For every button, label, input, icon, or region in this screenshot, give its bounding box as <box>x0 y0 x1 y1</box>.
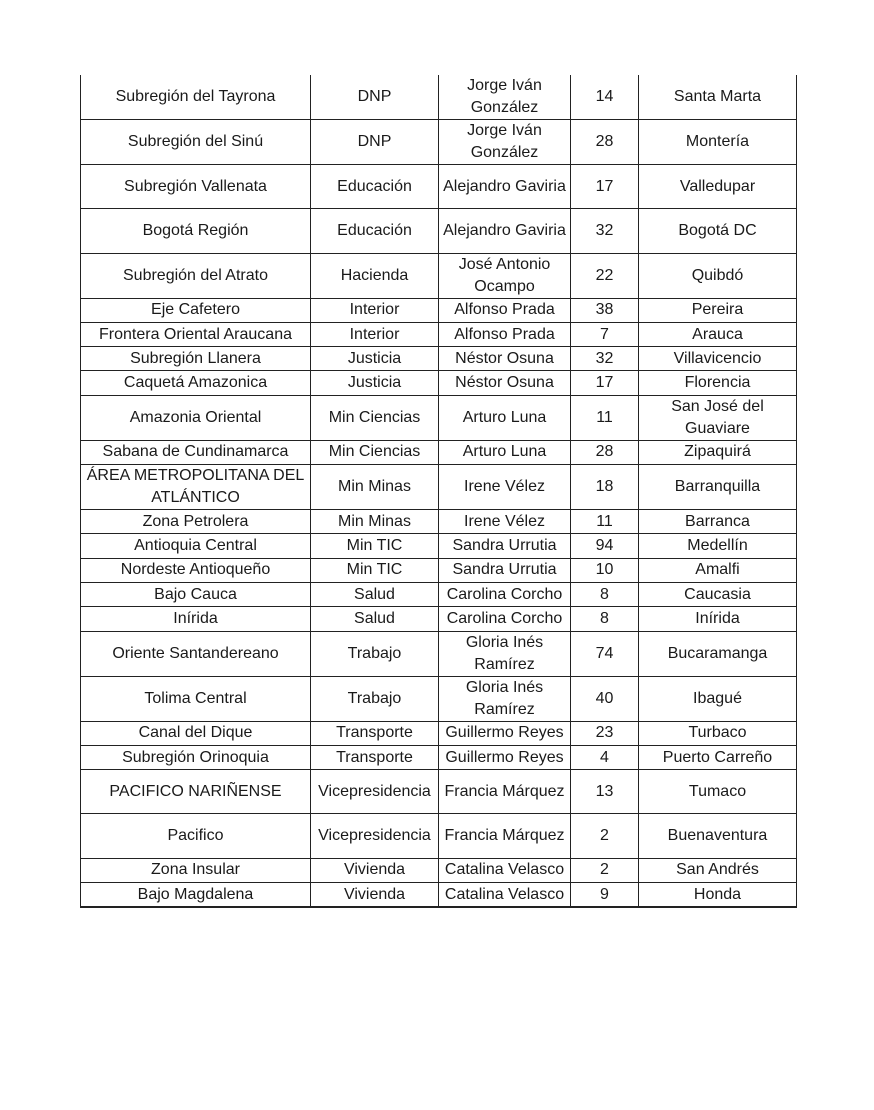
region-cell: Subregión Orinoquia <box>81 745 311 769</box>
official-cell: Gloria Inés Ramírez <box>439 631 571 676</box>
table-row <box>81 631 797 676</box>
city-cell: San José del Guaviare <box>639 395 797 440</box>
count-cell: 4 <box>571 745 639 769</box>
region-cell: Caquetá Amazonica <box>81 371 311 395</box>
official-cell: Néstor Osuna <box>439 371 571 395</box>
entity-cell: Interior <box>311 322 439 346</box>
city-cell: Montería <box>639 120 797 165</box>
count-cell: 17 <box>571 165 639 209</box>
city-cell: Valledupar <box>639 165 797 209</box>
count-cell: 11 <box>571 395 639 440</box>
table-row <box>81 770 797 814</box>
official-cell: Sandra Urrutia <box>439 558 571 582</box>
entity-cell: Min Minas <box>311 510 439 534</box>
official-cell: Catalina Velasco <box>439 883 571 908</box>
city-cell: Villavicencio <box>639 347 797 371</box>
table-row <box>81 253 797 298</box>
region-cell: ÁREA METROPOLITANA DEL ATLÁNTICO <box>81 465 311 510</box>
count-cell: 23 <box>571 721 639 745</box>
table-row <box>81 814 797 858</box>
city-cell: Quibdó <box>639 253 797 298</box>
official-cell: Carolina Corcho <box>439 607 571 631</box>
count-cell: 9 <box>571 883 639 908</box>
region-cell: Frontera Oriental Araucana <box>81 322 311 346</box>
official-cell: José Antonio Ocampo <box>439 253 571 298</box>
entity-cell: Min Minas <box>311 465 439 510</box>
table-row <box>81 883 797 908</box>
city-cell: Florencia <box>639 371 797 395</box>
entity-cell: Min Ciencias <box>311 395 439 440</box>
official-cell: Néstor Osuna <box>439 347 571 371</box>
region-cell: Inírida <box>81 607 311 631</box>
region-cell: Pacifico <box>81 814 311 858</box>
official-cell: Francia Márquez <box>439 770 571 814</box>
region-cell: Canal del Dique <box>81 721 311 745</box>
entity-cell: Min Ciencias <box>311 440 439 464</box>
table-row <box>81 371 797 395</box>
official-cell: Guillermo Reyes <box>439 721 571 745</box>
official-cell: Irene Vélez <box>439 465 571 510</box>
count-cell: 28 <box>571 440 639 464</box>
city-cell: Pereira <box>639 298 797 322</box>
count-cell: 28 <box>571 120 639 165</box>
city-cell: Puerto Carreño <box>639 745 797 769</box>
entity-cell: Educación <box>311 209 439 253</box>
official-cell: Alfonso Prada <box>439 322 571 346</box>
region-cell: Tolima Central <box>81 676 311 721</box>
table-row <box>81 510 797 534</box>
region-cell: Subregión Vallenata <box>81 165 311 209</box>
city-cell: Barranquilla <box>639 465 797 510</box>
count-cell: 94 <box>571 534 639 558</box>
city-cell: Santa Marta <box>639 75 797 120</box>
region-cell: Oriente Santandereano <box>81 631 311 676</box>
official-cell: Alejandro Gaviria <box>439 209 571 253</box>
count-cell: 14 <box>571 75 639 120</box>
city-cell: Zipaquirá <box>639 440 797 464</box>
entity-cell: Vivienda <box>311 858 439 882</box>
count-cell: 17 <box>571 371 639 395</box>
city-cell: Buenaventura <box>639 814 797 858</box>
region-cell: Nordeste Antioqueño <box>81 558 311 582</box>
count-cell: 2 <box>571 814 639 858</box>
table-row <box>81 558 797 582</box>
official-cell: Francia Márquez <box>439 814 571 858</box>
table-row <box>81 322 797 346</box>
entity-cell: Vivienda <box>311 883 439 908</box>
table-row <box>81 209 797 253</box>
region-cell: Bajo Cauca <box>81 582 311 606</box>
region-cell: Antioquia Central <box>81 534 311 558</box>
table-row <box>81 582 797 606</box>
entity-cell: DNP <box>311 75 439 120</box>
entity-cell: Justicia <box>311 371 439 395</box>
city-cell: Medellín <box>639 534 797 558</box>
official-cell: Jorge Iván González <box>439 75 571 120</box>
region-cell: Subregión del Atrato <box>81 253 311 298</box>
official-cell: Arturo Luna <box>439 440 571 464</box>
official-cell: Gloria Inés Ramírez <box>439 676 571 721</box>
entity-cell: Trabajo <box>311 631 439 676</box>
official-cell: Sandra Urrutia <box>439 534 571 558</box>
city-cell: Amalfi <box>639 558 797 582</box>
table-row <box>81 745 797 769</box>
table-row <box>81 440 797 464</box>
table-row <box>81 298 797 322</box>
count-cell: 74 <box>571 631 639 676</box>
region-cell: Zona Petrolera <box>81 510 311 534</box>
region-cell: Bogotá Región <box>81 209 311 253</box>
entity-cell: Justicia <box>311 347 439 371</box>
table-row <box>81 465 797 510</box>
region-cell: Subregión del Tayrona <box>81 75 311 120</box>
table-body <box>81 75 797 907</box>
count-cell: 8 <box>571 607 639 631</box>
table-row <box>81 534 797 558</box>
region-cell: Amazonia Oriental <box>81 395 311 440</box>
city-cell: Turbaco <box>639 721 797 745</box>
city-cell: San Andrés <box>639 858 797 882</box>
entity-cell: Salud <box>311 607 439 631</box>
entity-cell: Salud <box>311 582 439 606</box>
count-cell: 32 <box>571 209 639 253</box>
region-cell: Sabana de Cundinamarca <box>81 440 311 464</box>
count-cell: 32 <box>571 347 639 371</box>
table-row <box>81 347 797 371</box>
table-row <box>81 165 797 209</box>
city-cell: Ibagué <box>639 676 797 721</box>
count-cell: 8 <box>571 582 639 606</box>
table-row <box>81 676 797 721</box>
region-cell: Eje Cafetero <box>81 298 311 322</box>
city-cell: Barranca <box>639 510 797 534</box>
entity-cell: DNP <box>311 120 439 165</box>
entity-cell: Hacienda <box>311 253 439 298</box>
table-row <box>81 395 797 440</box>
official-cell: Carolina Corcho <box>439 582 571 606</box>
region-cell: PACIFICO NARIÑENSE <box>81 770 311 814</box>
city-cell: Bucaramanga <box>639 631 797 676</box>
city-cell: Tumaco <box>639 770 797 814</box>
table-row <box>81 607 797 631</box>
official-cell: Alfonso Prada <box>439 298 571 322</box>
region-cell: Subregión del Sinú <box>81 120 311 165</box>
entity-cell: Transporte <box>311 721 439 745</box>
official-cell: Guillermo Reyes <box>439 745 571 769</box>
count-cell: 40 <box>571 676 639 721</box>
official-cell: Alejandro Gaviria <box>439 165 571 209</box>
entity-cell: Interior <box>311 298 439 322</box>
region-cell: Bajo Magdalena <box>81 883 311 908</box>
table-row <box>81 858 797 882</box>
entity-cell: Transporte <box>311 745 439 769</box>
count-cell: 2 <box>571 858 639 882</box>
table-row <box>81 120 797 165</box>
count-cell: 10 <box>571 558 639 582</box>
official-cell: Catalina Velasco <box>439 858 571 882</box>
regions-table <box>80 75 797 908</box>
official-cell: Irene Vélez <box>439 510 571 534</box>
entity-cell: Vicepresidencia <box>311 814 439 858</box>
region-cell: Zona Insular <box>81 858 311 882</box>
entity-cell: Min TIC <box>311 558 439 582</box>
entity-cell: Vicepresidencia <box>311 770 439 814</box>
city-cell: Caucasia <box>639 582 797 606</box>
count-cell: 22 <box>571 253 639 298</box>
count-cell: 11 <box>571 510 639 534</box>
city-cell: Bogotá DC <box>639 209 797 253</box>
official-cell: Arturo Luna <box>439 395 571 440</box>
count-cell: 7 <box>571 322 639 346</box>
count-cell: 18 <box>571 465 639 510</box>
official-cell: Jorge Iván González <box>439 120 571 165</box>
table-row <box>81 721 797 745</box>
entity-cell: Trabajo <box>311 676 439 721</box>
entity-cell: Educación <box>311 165 439 209</box>
table-row <box>81 75 797 120</box>
city-cell: Honda <box>639 883 797 908</box>
region-cell: Subregión Llanera <box>81 347 311 371</box>
count-cell: 38 <box>571 298 639 322</box>
entity-cell: Min TIC <box>311 534 439 558</box>
count-cell: 13 <box>571 770 639 814</box>
city-cell: Arauca <box>639 322 797 346</box>
city-cell: Inírida <box>639 607 797 631</box>
